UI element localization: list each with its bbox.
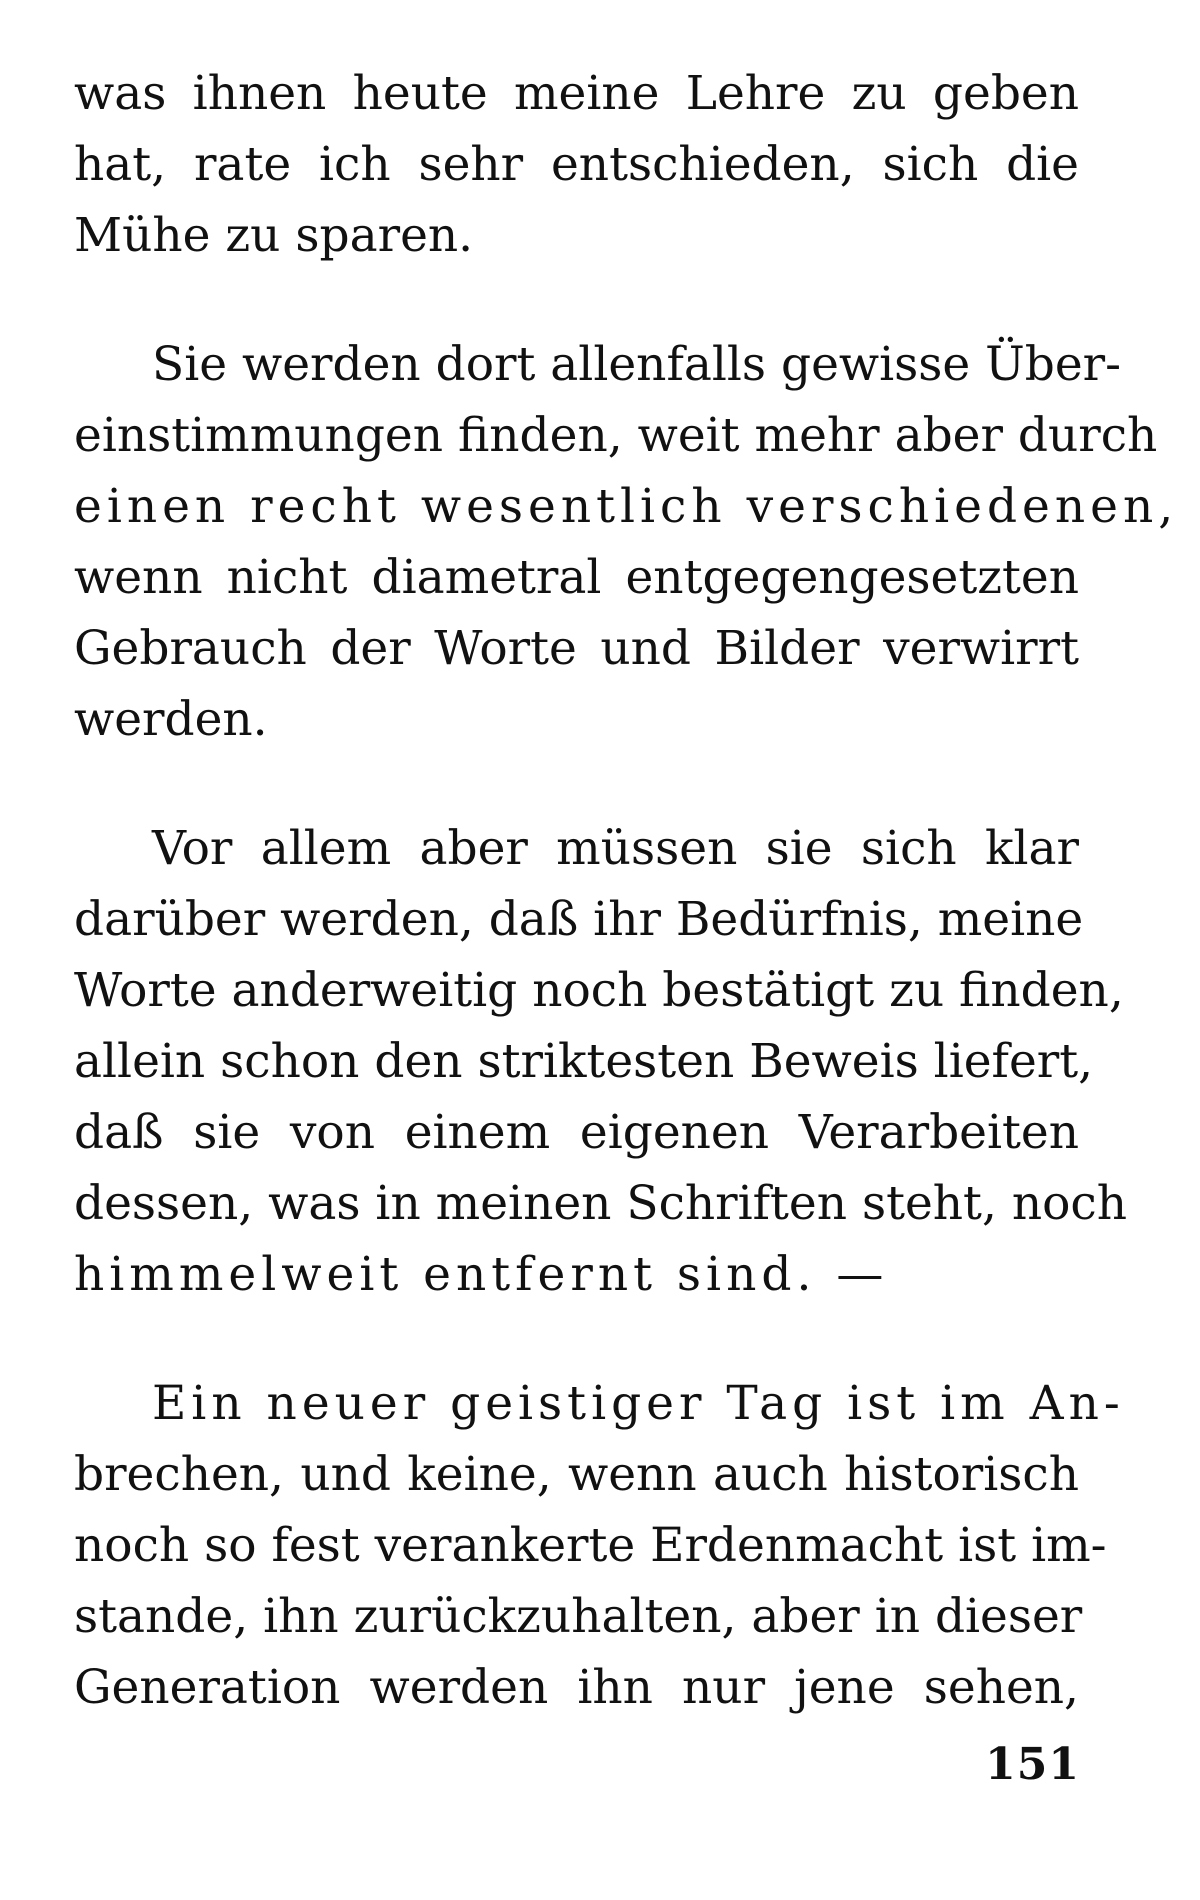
text-line: Vor allem aber müssen sie sich klar: [152, 821, 1079, 876]
text-line: darüber werden, daß ihr Bedürfnis, meine: [74, 892, 1084, 947]
text-line: daß sie von einem eigenen Verarbeiten: [74, 1105, 1079, 1160]
text-line: brechen, und keine, wenn auch historisch: [74, 1447, 1079, 1502]
text-line: Gebrauch der Worte und Bilder verwirrt: [74, 621, 1079, 676]
text-line: hat, rate ich sehr entschieden, sich die: [74, 137, 1079, 192]
text-line: stande, ihn zurückzuhalten, aber in dieser: [74, 1589, 1083, 1644]
paragraph-3: [74, 813, 1127, 1310]
text-line: dessen, was in meinen Schriften steht, noch: [74, 1176, 1127, 1231]
paragraph-1: [74, 58, 1079, 271]
text-line: himmelweit entfernt sind. —: [74, 1247, 889, 1302]
page-number: 151: [985, 1739, 1080, 1790]
text-line: Sie werden dort allenfalls gewisse Über-: [152, 337, 1122, 392]
text-line: werden.: [74, 692, 268, 747]
text-line: Ein neuer geistiger Tag ist im An-: [152, 1376, 1125, 1431]
text-line: noch so fest verankerte Erdenmacht ist im-: [74, 1518, 1107, 1573]
text-line: wenn nicht diametral entgegengesetzten: [74, 550, 1079, 605]
page-text-block: [74, 58, 1179, 1723]
text-line: einstimmungen finden, weit mehr aber durch: [74, 408, 1158, 463]
text-line: Generation werden ihn nur jene sehen,: [74, 1660, 1079, 1715]
paragraph-2: [74, 329, 1179, 755]
paragraph-4: [74, 1368, 1125, 1723]
text-line: Mühe zu sparen.: [74, 208, 474, 263]
text-line: Worte anderweitig noch bestätigt zu finden,: [74, 963, 1124, 1018]
text-line: was ihnen heute meine Lehre zu geben: [74, 66, 1079, 121]
text-line: allein schon den striktesten Beweis liefert,: [74, 1034, 1094, 1089]
text-line: einen recht wesentlich verschiedenen,: [74, 479, 1179, 534]
